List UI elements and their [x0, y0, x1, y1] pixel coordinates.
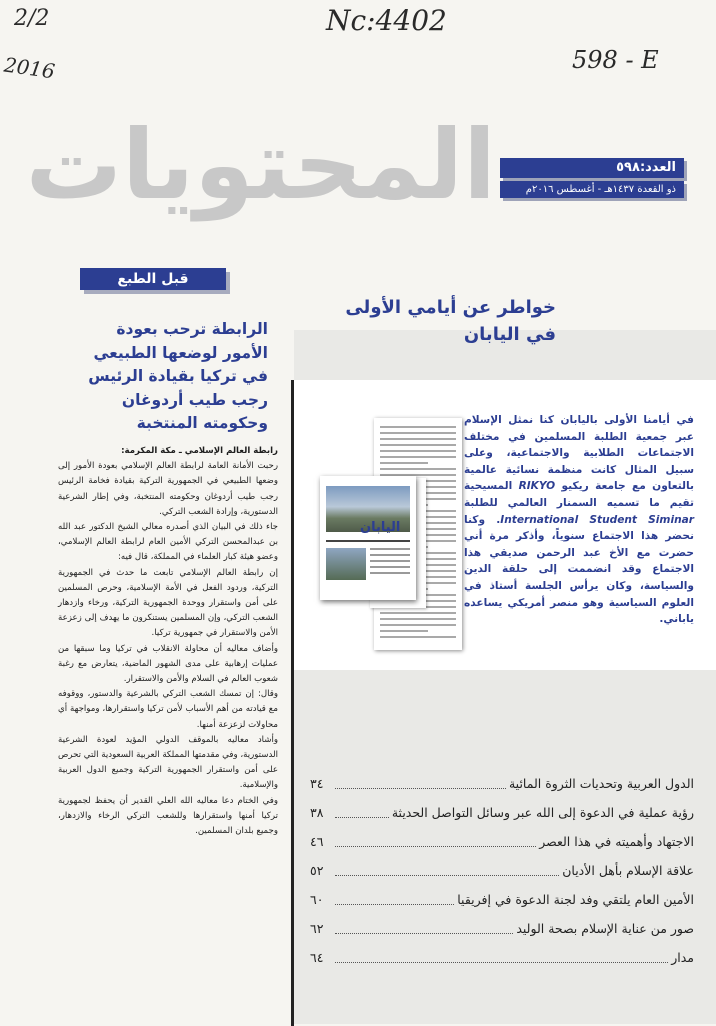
feature-article-excerpt: في أيامنا الأولى باليابان كنا نمثل الإسلام عبر جمعية الطلبة المسلمين في مختلف الاجتماعات الطلابية والاجتماعية، وعلى سبيل المثال كانت منظمة نسائية عالمية بالتعاون مع جامعة ريكيو RIKYO المسيحية تقيم ما تسميه السمنار العالمي للطلبة International Student Siminar. وكنا نحضر هذا الاجتماع سنوياً، وأذكر مرة أني حضرت مع الأخ عبد الرحمن صديقي هذا الاجتماع وقد انضممت إلى حلقة الدين والسياسة، وكان يرأس الجلسة أستاذ في العلوم السياسية وهو منصر أمريكي يساعده ياباني. — [464, 414, 694, 626]
side-article-body — [58, 444, 278, 938]
feature-latin-term: International Student Siminar — [500, 513, 694, 526]
table-of-contents — [310, 764, 694, 967]
toc-entry-page: ٣٤ — [310, 776, 324, 791]
feature-thumbnail-image[interactable] — [320, 476, 416, 600]
side-article-headline[interactable] — [60, 318, 268, 436]
thumbnail-text-line — [380, 444, 456, 446]
side-article-paragraph: رحبت الأمانة العامة لرابطة العالم الإسلامي بعودة الأمور إلى وضعها الطبيعي في الجمهورية التركية بقيادة فخامة الرئيس رجب طيب أردوغان وحكومته المنتخبة، وفي إطار الشرعية الدستورية، وإرادة الشعب التركي. — [58, 461, 278, 517]
side-article-paragraph: وأشاد معاليه بالموقف الدولي المؤيد لعودة الشرعية الدستورية، وفي مقدمتها المملكة العربية السعودية التي تحرص على أمن واستقرار الجمهورية التركية وجميع الدول العربية والإسلامية. — [58, 734, 278, 791]
toc-leader-dots — [335, 846, 536, 847]
thumbnail-text-line — [380, 432, 456, 434]
feature-text-part: في أيامنا الأولى باليابان كنا نمثل الإسلام عبر جمعية الطلبة المسلمين في مختلف الاجتماعات الطلابية والاجتماعية، وعلى سبيل المثال كانت منظمة نسائية عالمية بالتعاون مع جامعة ريكيو — [464, 414, 694, 493]
toc-entry-title: الاجتهاد وأهميته في هذا العصر — [539, 834, 694, 849]
thumbnail-text-line — [380, 468, 456, 470]
toc-entry-page: ٦٠ — [310, 892, 324, 907]
issue-date-badge: ذو القعدة ١٤٣٧هـ - أغسطس ٢٠١٦م — [500, 181, 684, 198]
thumbnail-text-line — [370, 566, 410, 568]
thumbnail-text-line — [380, 636, 456, 638]
toc-leader-dots — [335, 875, 559, 876]
feature-text-part: المسيحية تقيم ما تسميه السمنار العالمي للطلبة — [464, 480, 694, 509]
thumbnail-text-line — [380, 438, 456, 440]
toc-entry-title: رؤية عملية في الدعوة إلى الله عبر وسائل التواصل الحديثة — [391, 805, 694, 820]
headline-line: الأمور لوضعها الطبيعي — [93, 343, 268, 362]
feature-headline[interactable] — [300, 294, 556, 348]
handwritten-page-ref: 598 - E — [572, 46, 659, 74]
thumbnail-divider — [326, 540, 410, 542]
toc-entry[interactable] — [310, 793, 694, 822]
toc-entry[interactable] — [310, 822, 694, 851]
feature-headline-line: في اليابان — [463, 324, 556, 345]
thumbnail-text-line — [380, 462, 428, 464]
toc-entry[interactable] — [310, 938, 694, 967]
toc-entry[interactable] — [310, 909, 694, 938]
feature-headline-line: خواطر عن أيامي الأولى — [345, 297, 556, 318]
headline-line: في تركيا بقيادة الرئيس — [88, 367, 268, 385]
thumbnail-text-line — [370, 560, 410, 562]
handwritten-catalog-number: Nc:4402 — [326, 4, 447, 37]
headline-line: الرابطة ترحب بعودة — [116, 320, 268, 338]
toc-entry-page: ٣٨ — [310, 805, 324, 820]
side-article-paragraph: إن رابطة العالم الإسلامي تابعت ما حدث في الجمهورية التركية، وردود الفعل في الأمة الإسلامية، وحرص المسلمين على أمن واستقرار ووحدة الجمهورية التركية، ورخاء وازدهار الشعب التركي، وإن المسلمين يستنكرون ما يهدف إلى زعزعة الأمن والاستقرار في جمهورية تركيا. — [58, 567, 278, 639]
toc-entry-title: الدول العربية وتحديات الثروة المائية — [508, 776, 694, 791]
handwritten-fraction: 2/2 — [14, 6, 50, 31]
toc-entry-title: الأمين العام يلتقي وفد لجنة الدعوة في إفريقيا — [457, 892, 694, 907]
thumbnail-text-line — [370, 548, 410, 550]
headline-line: رجب طيب أردوغان — [121, 390, 268, 409]
section-label-before-print: قبل الطبع — [80, 268, 226, 290]
issue-number-badge: العدد:٥٩٨ — [500, 158, 684, 178]
side-article-paragraph: وفي الختام دعا معاليه الله العلي القدير أن يحفظ لجمهورية تركيا أمنها واستقرارها وللشعب التركي الرخاء والازدهار، وجميع بلدان المسلمين. — [58, 795, 278, 837]
toc-entry[interactable] — [310, 764, 694, 793]
thumbnail-text-line — [380, 456, 456, 458]
toc-entry-title: صور من عناية الإسلام بصحة الوليد — [516, 921, 694, 936]
toc-leader-dots — [335, 933, 513, 934]
thumbnail-text-line — [380, 618, 456, 620]
feature-text-part: وكنا نحضر هذا الاجتماع سنوياً، وأذكر مرة أني حضرت مع الأخ عبد الرحمن صديقي هذا الاجتماع وقد انضممت إلى حلقة الدين والسياسة، وكان يرأس الجلسة أستاذ في العلوم السياسية وهو منصر أمريكي يساعده ياباني. — [464, 513, 694, 626]
page-title: المحتويات — [25, 109, 496, 221]
side-article-paragraph: وأضاف معاليه أن محاولة الانقلاب في تركيا وما سبقها من عمليات إرهابية على مدى الشهور الماضية، يتعارض مع رغبة شعوب العالم في السلام والأمن والاستقرار. — [58, 643, 278, 685]
thumbnail-text-line — [370, 572, 410, 574]
toc-entry-title: علاقة الإسلام بأهل الأديان — [562, 863, 694, 878]
column-divider — [291, 380, 294, 1026]
toc-entry-page: ٦٤ — [310, 950, 324, 965]
side-article-paragraph: جاء ذلك في البيان الذي أصدره معالي الشيخ الدكتور عبد الله بن عبدالمحسن التركي الأمين العام لرابطة العالم الإسلامي، وعضو هيئة كبار العلماء في المملكة، قال فيه: — [58, 522, 278, 563]
thumbnail-title: اليابان — [360, 520, 401, 535]
thumbnail-small-photo — [326, 548, 366, 580]
toc-leader-dots — [335, 962, 668, 963]
thumbnail-text-line — [380, 426, 456, 428]
toc-entry[interactable] — [310, 851, 694, 880]
side-article-dateline: رابطة العالم الإسلامي ـ مكة المكرمة: — [121, 446, 278, 456]
toc-leader-dots — [335, 788, 506, 789]
thumbnail-text-line — [380, 450, 456, 452]
thumbnail-text-line — [380, 612, 456, 614]
toc-entry-page: ٦٢ — [310, 921, 324, 936]
handwritten-year: 2016 — [2, 52, 57, 84]
toc-entry-page: ٥٢ — [310, 863, 324, 878]
toc-entry[interactable] — [310, 880, 694, 909]
toc-entry-title: مدار — [671, 950, 694, 965]
toc-leader-dots — [335, 904, 454, 905]
thumbnail-text-line — [370, 554, 410, 556]
headline-line: وحكومته المنتخبة — [136, 414, 268, 432]
toc-leader-dots — [335, 817, 389, 818]
feature-latin-term: RIKYO — [518, 480, 556, 493]
thumbnail-text-line — [380, 630, 428, 632]
thumbnail-text-line — [380, 624, 456, 626]
side-article-paragraph: وقال: إن تمسك الشعب التركي بالشرعية والدستور، ووقوفه مع قيادته من أهم الأسباب لأمن تركيا واستقرارها، ومواجهة أي محاولات لزعزعة أمنها. — [58, 689, 278, 730]
toc-entry-page: ٤٦ — [310, 834, 324, 849]
